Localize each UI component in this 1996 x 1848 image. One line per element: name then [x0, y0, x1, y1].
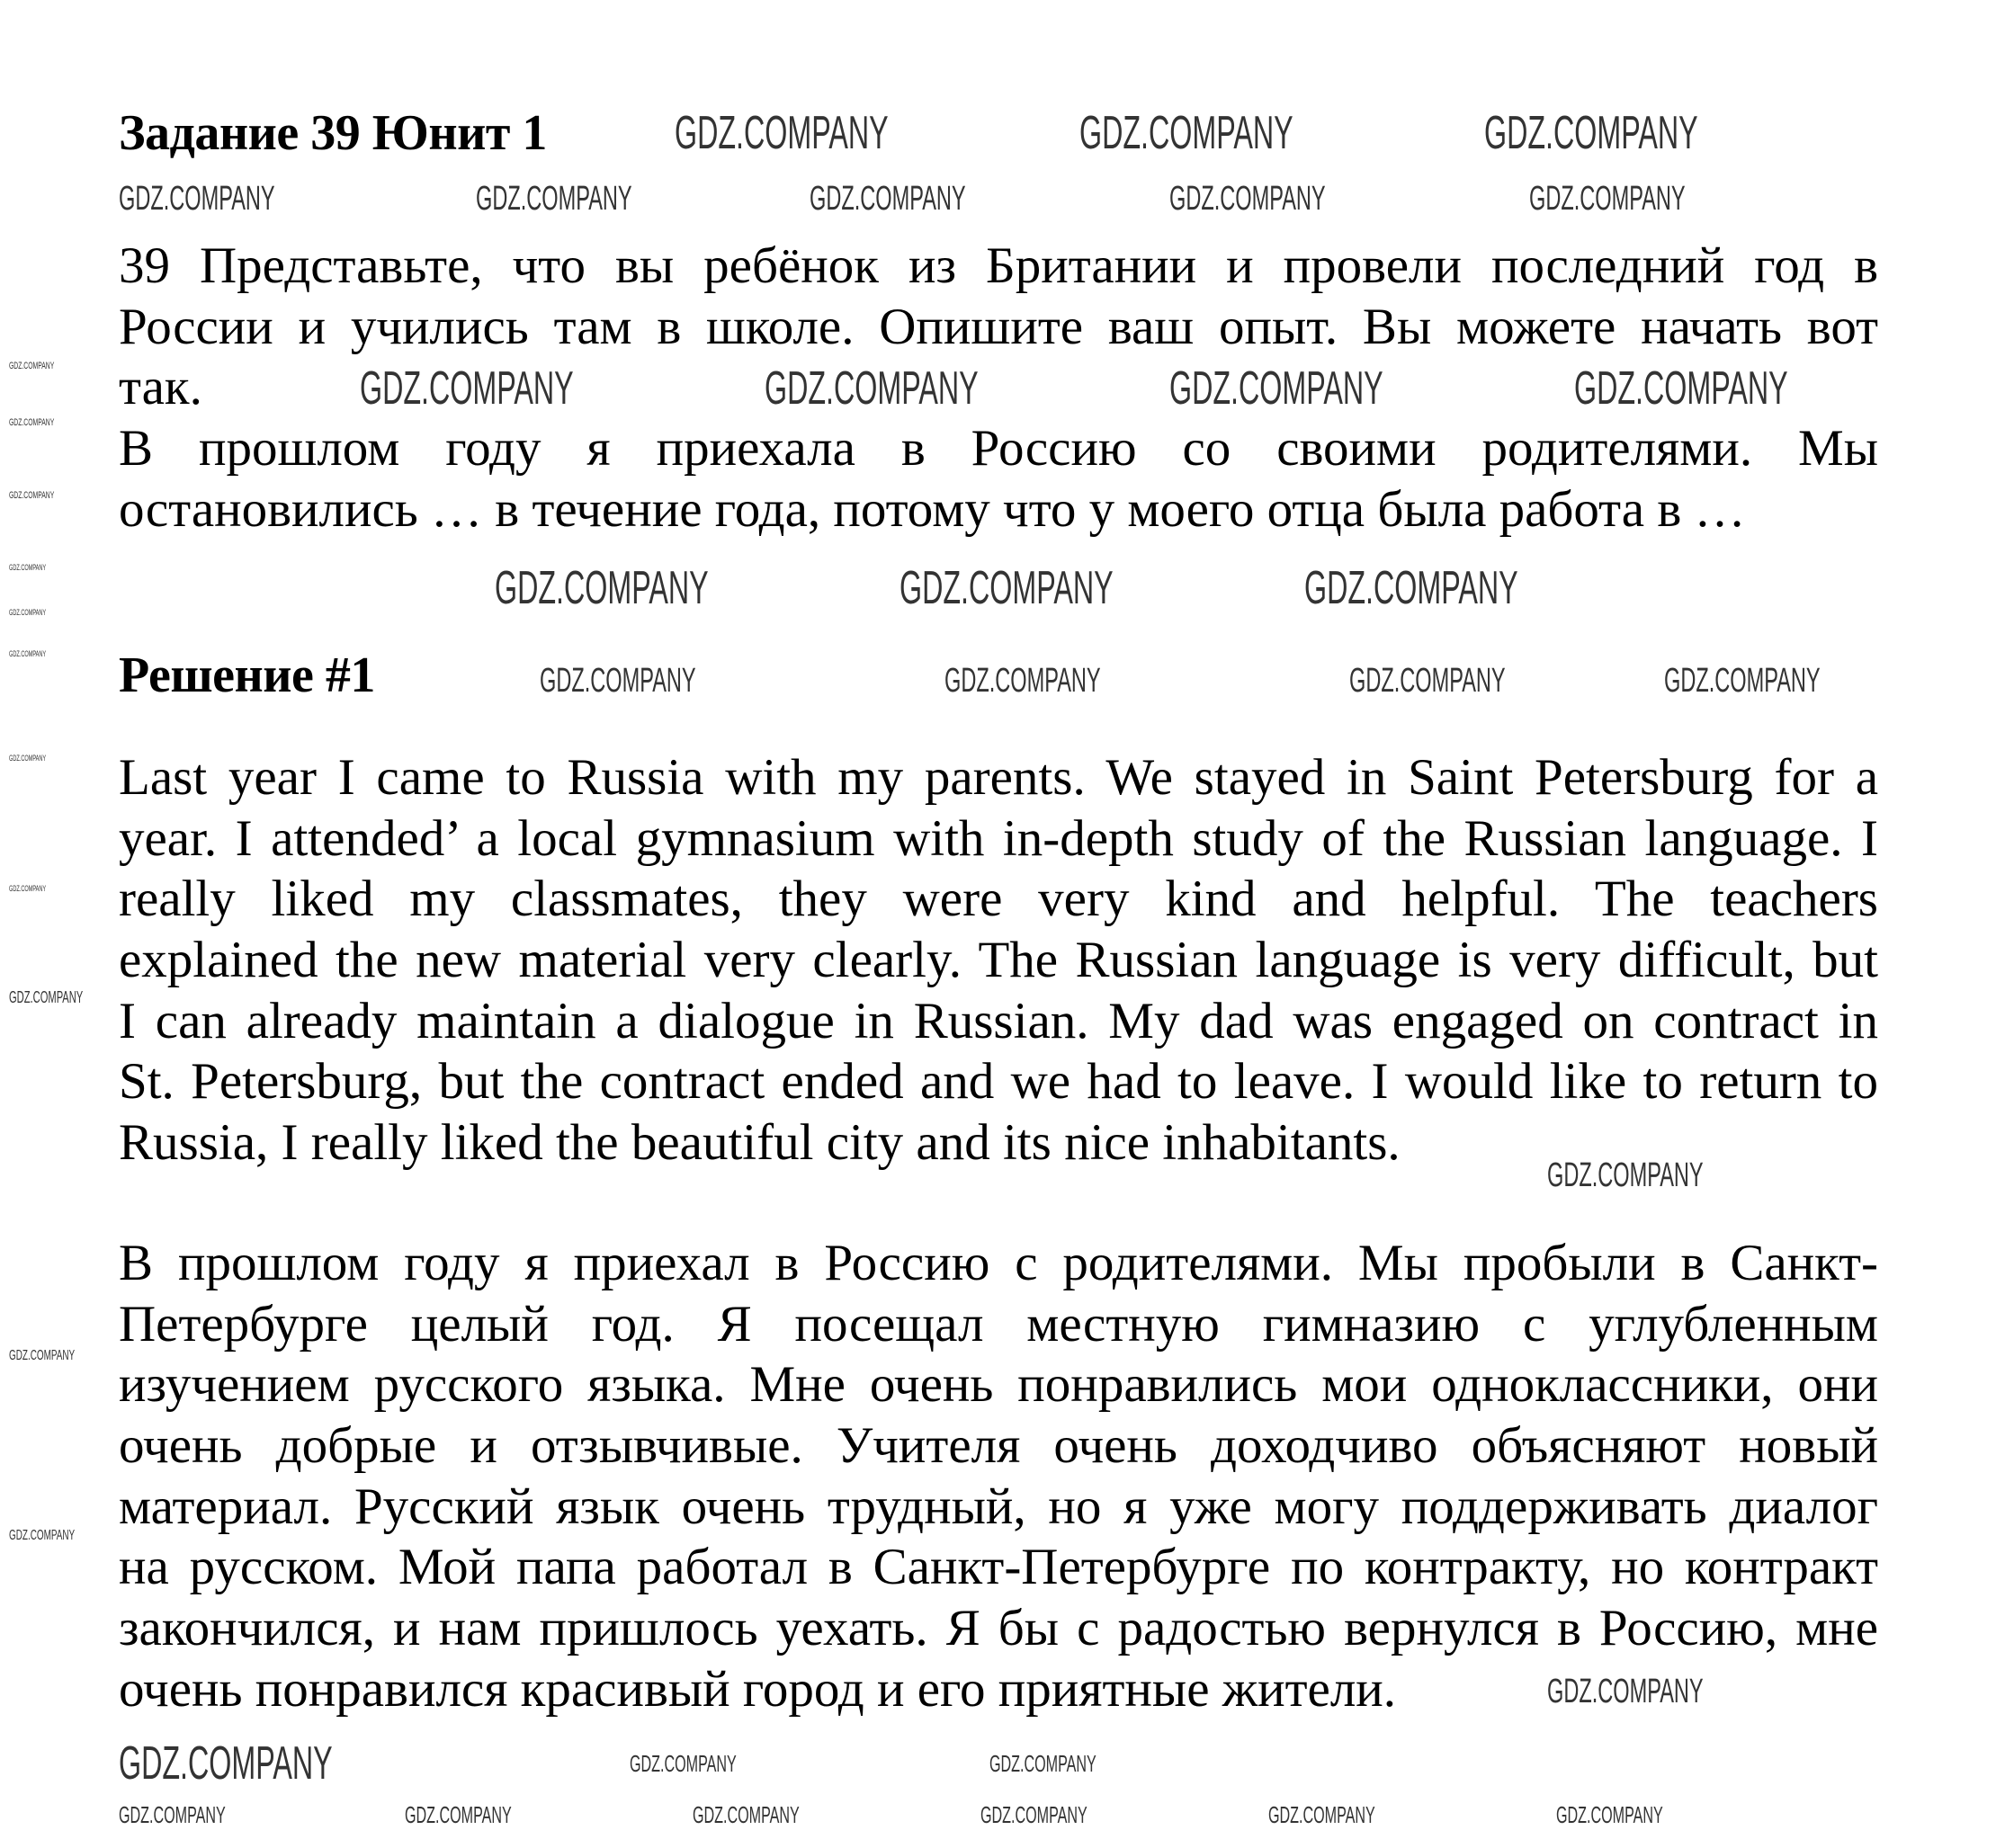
page-title: Задание 39 Юнит 1 [119, 105, 547, 161]
watermark: GDZ.COMPANY [405, 1801, 512, 1828]
english-line: explained the new material very clearly. The Russian language is very difficult, but [119, 932, 1878, 989]
russian-line: материал. Русский язык очень трудный, но я уже могу поддерживать диалог [119, 1478, 1878, 1535]
watermark: GDZ.COMPANY [1529, 180, 1686, 218]
russian-line: В прошлом году я приехал в Россию с родителями. Мы пробыли в Санкт- [119, 1235, 1878, 1291]
watermark: GDZ.COMPANY [9, 563, 47, 572]
watermark: GDZ.COMPANY [119, 180, 275, 218]
russian-line: закончился, и нам пришлось уехать. Я бы с радостью вернулся в Россию, мне [119, 1600, 1878, 1657]
english-line: Russia, I really liked the beautiful city and its nice inhabitants. [119, 1114, 1401, 1172]
task-start-line: В прошлом году я приехала в Россию со своими родителями. Мы [119, 420, 1878, 477]
watermark: GDZ.COMPANY [900, 562, 1114, 614]
english-line: St. Petersburg, but the contract ended and we had to leave. I would like to return to [119, 1053, 1878, 1111]
task-line: России и учились там в школе. Опишите ваш опыт. Вы можете начать вот [119, 298, 1878, 355]
watermark: GDZ.COMPANY [119, 1801, 226, 1828]
russian-line: очень добрые и отзывчивые. Учителя очень доходчиво объясняют новый [119, 1417, 1878, 1475]
watermark: GDZ.COMPANY [1484, 107, 1698, 159]
watermark: GDZ.COMPANY [944, 662, 1101, 700]
task-start-text [119, 418, 1878, 540]
russian-line: на русском. Мой папа работал в Санкт-Петербурге по контракту, но контракт [119, 1539, 1878, 1596]
watermark: GDZ.COMPANY [9, 988, 84, 1006]
russian-line: очень понравился красивый город и его приятные жители. [119, 1660, 1397, 1718]
watermark: GDZ.COMPANY [630, 1750, 737, 1777]
watermark: GDZ.COMPANY [1304, 562, 1518, 614]
watermark: GDZ.COMPANY [1574, 362, 1788, 415]
english-answer [119, 747, 1878, 1174]
watermark: GDZ.COMPANY [989, 1750, 1096, 1777]
watermark: GDZ.COMPANY [1169, 180, 1326, 218]
watermark: GDZ.COMPANY [1547, 1673, 1704, 1710]
watermark: GDZ.COMPANY [360, 362, 574, 415]
english-line: Last year I came to Russia with my parents. We stayed in Saint Petersburg for a [119, 749, 1878, 806]
watermark: GDZ.COMPANY [980, 1801, 1088, 1828]
watermark: GDZ.COMPANY [1079, 107, 1293, 159]
watermark: GDZ.COMPANY [9, 1528, 76, 1543]
russian-answer [119, 1233, 1878, 1720]
watermark: GDZ.COMPANY [9, 490, 55, 501]
watermark: GDZ.COMPANY [1556, 1801, 1663, 1828]
task-start-line: остановились … в течение года, потому что у моего отца была работа в … [119, 480, 1746, 538]
watermark: GDZ.COMPANY [1268, 1801, 1375, 1828]
watermark: GDZ.COMPANY [495, 562, 709, 614]
watermark: GDZ.COMPANY [765, 362, 979, 415]
watermark: GDZ.COMPANY [9, 417, 55, 428]
russian-line: Петербурге целый год. Я посещал местную гимназию с углубленным [119, 1295, 1878, 1353]
watermark: GDZ.COMPANY [9, 361, 55, 371]
watermark: GDZ.COMPANY [1169, 362, 1383, 415]
watermark: GDZ.COMPANY [119, 1737, 333, 1790]
task-line: 39 Представьте, что вы ребёнок из Британии и провели последний год в [119, 237, 1878, 294]
watermark: GDZ.COMPANY [9, 649, 47, 658]
solution-heading: Решение #1 [119, 647, 375, 703]
english-line: I can already maintain a dialogue in Russian. My dad was engaged on contract in [119, 992, 1878, 1049]
watermark: GDZ.COMPANY [675, 107, 889, 159]
watermark: GDZ.COMPANY [1664, 662, 1821, 700]
watermark: GDZ.COMPANY [9, 608, 47, 617]
watermark: GDZ.COMPANY [1349, 662, 1506, 700]
english-line: really liked my classmates, they were very kind and helpful. The teachers [119, 870, 1878, 928]
watermark: GDZ.COMPANY [810, 180, 966, 218]
watermark: GDZ.COMPANY [540, 662, 696, 700]
watermark: GDZ.COMPANY [9, 754, 47, 763]
watermark: GDZ.COMPANY [9, 1348, 76, 1363]
watermark: GDZ.COMPANY [1547, 1156, 1704, 1194]
english-line: year. I attended’ a local gymnasium with in-depth study of the Russian language. I [119, 809, 1878, 867]
task-line: так. [119, 359, 202, 416]
watermark: GDZ.COMPANY [693, 1801, 800, 1828]
russian-line: изучением русского языка. Мне очень понравились мои одноклассники, они [119, 1356, 1878, 1414]
watermark: GDZ.COMPANY [476, 180, 632, 218]
watermark: GDZ.COMPANY [9, 884, 47, 893]
